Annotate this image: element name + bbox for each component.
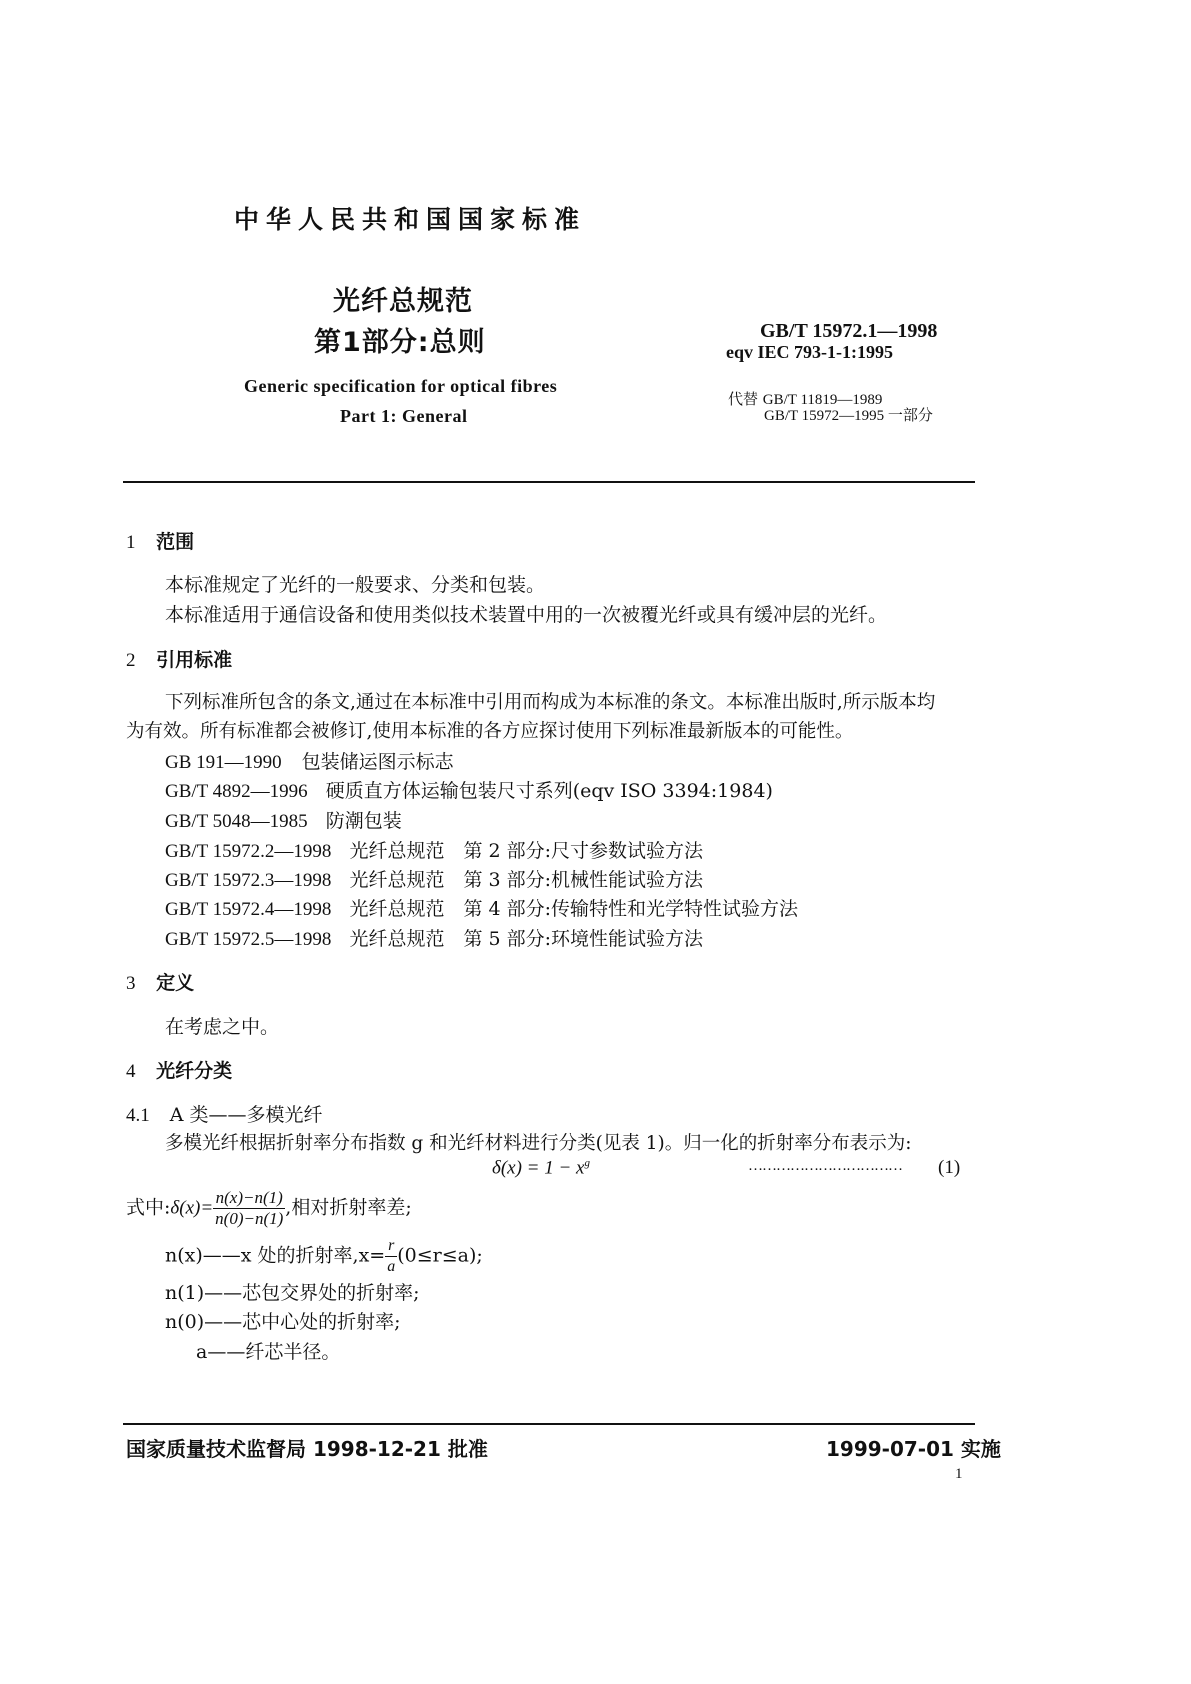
standard-code: GB/T 15972.1—1998 [760,320,938,342]
where-lhs: δ(x)= [170,1197,214,1219]
reference-title: 光纤总规范 第 3 部分:机械性能试验方法 [349,869,704,891]
section-3-heading [126,968,194,995]
subsection-4-1-paragraph: 多模光纤根据折射率分布指数 g 和光纤材料进行分类(见表 1)。归一化的折射率分布表示为: [165,1133,912,1154]
formula-1-exponent: g [584,1157,590,1169]
subsection-4-1-heading [126,1100,323,1127]
section-2-paragraph-line-2: 为有效。所有标准都会被修订,使用本标准的各方应探讨使用下列标准最新版本的可能性。 [126,721,854,742]
reference-code: GB/T 15972.2—1998 [165,841,332,862]
definition-nx-denominator: a [387,1258,396,1275]
reference-title: 包装储运图示标志 [301,751,454,773]
subsection-4-1-title: A 类——多模光纤 [169,1104,323,1126]
where-clause [126,1188,412,1229]
approval-line: 国家质量技术监督局 1998-12-21 批准 [126,1437,488,1461]
reference-title: 防潮包装 [325,810,402,832]
formula-1 [492,1157,590,1179]
reference-title: 光纤总规范 第 4 部分:传输特性和光学特性试验方法 [349,898,799,920]
section-3-paragraph: 在考虑之中。 [165,1016,280,1038]
reference-item [165,894,798,921]
section-2-number: 2 [126,650,136,671]
formula-1-expression: δ(x) = 1 − x [492,1157,585,1179]
footer-divider [123,1423,975,1425]
section-2-heading [126,645,232,672]
reference-item [165,747,454,774]
formula-1-leader: …………………………… [748,1158,902,1174]
section-4-title: 光纤分类 [156,1060,233,1082]
definition-nx-label: n(x)——x 处的折射率,x= [165,1244,386,1267]
reference-title: 光纤总规范 第 5 部分:环境性能试验方法 [349,928,704,950]
reference-item [165,865,703,892]
title-cn-line1: 光纤总规范 [333,286,473,317]
national-standard-heading: 中华人民共和国国家标准 [234,205,587,234]
definition-nx [165,1236,483,1277]
title-en-line1: Generic specification for optical fibres [244,376,558,396]
reference-item [165,836,703,863]
definition-nx-numerator: r [385,1236,397,1257]
where-fraction [213,1188,285,1229]
reference-code: GB 191—1990 [165,752,282,773]
replaces-label: 代替 [728,390,759,408]
replaces-item-2: GB/T 15972—1995 一部分 [764,408,933,424]
section-4-heading [126,1056,232,1083]
definition-nx-fraction [385,1236,397,1277]
reference-item [165,806,402,833]
reference-code: GB/T 15972.4—1998 [165,899,332,920]
definition-n1: n(1)——芯包交界处的折射率; [165,1282,420,1304]
section-4-number: 4 [126,1061,136,1082]
definition-n0: n(0)——芯中心处的折射率; [165,1311,401,1333]
reference-title: 硬质直方体运输包装尺寸系列(eqv ISO 3394:1984) [325,780,773,802]
formula-1-number: (1) [938,1157,961,1178]
where-fraction-denominator: n(0)−n(1) [215,1209,284,1228]
section-1-heading [126,527,194,554]
section-1-paragraph-1: 本标准规定了光纤的一般要求、分类和包装。 [165,574,546,596]
where-label: 式中: [126,1196,171,1219]
title-cn-line2: 第1部分:总则 [314,327,486,358]
section-3-number: 3 [126,973,136,994]
section-2-paragraph-line-1: 下列标准所包含的条文,通过在本标准中引用而构成为本标准的条文。本标准出版时,所示版本均 [165,692,936,713]
effective-date: 1999-07-01 实施 [826,1437,1001,1461]
reference-code: GB/T 15972.3—1998 [165,870,332,891]
reference-code: GB/T 5048—1985 [165,811,308,832]
section-1-title: 范围 [156,531,195,553]
where-fraction-numerator: n(x)−n(1) [213,1188,285,1209]
section-2-title: 引用标准 [156,649,233,671]
where-description: ,相对折射率差; [285,1196,412,1219]
eqv-code: eqv IEC 793-1-1:1995 [726,342,893,362]
reference-item [165,924,703,951]
definition-nx-range: (0≤r≤a); [397,1244,483,1267]
page-number: 1 [955,1466,963,1482]
title-en-line2: Part 1: General [340,406,468,426]
replaces-item-1: GB/T 11819—1989 [762,392,883,408]
subsection-4-1-number: 4.1 [126,1105,150,1126]
reference-title: 光纤总规范 第 2 部分:尺寸参数试验方法 [349,840,704,862]
definition-a: a——纤芯半径。 [196,1341,341,1363]
section-1-paragraph-2: 本标准适用于通信设备和使用类似技术装置中用的一次被覆光纤或具有缓冲层的光纤。 [165,604,888,626]
header-divider [123,481,975,483]
section-3-title: 定义 [156,972,195,994]
reference-item [165,776,773,803]
section-1-number: 1 [126,532,136,553]
reference-code: GB/T 4892—1996 [165,781,308,802]
reference-code: GB/T 15972.5—1998 [165,929,332,950]
